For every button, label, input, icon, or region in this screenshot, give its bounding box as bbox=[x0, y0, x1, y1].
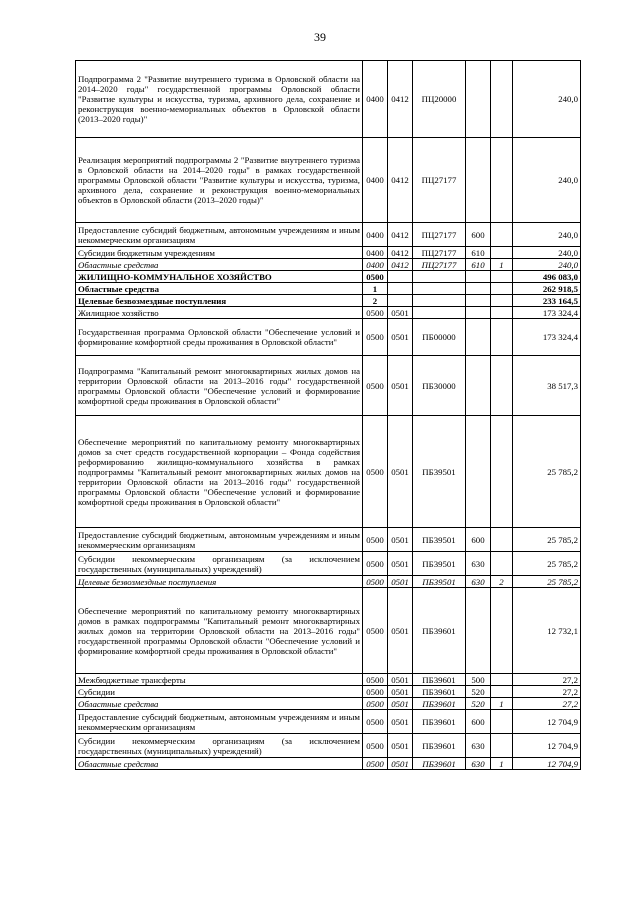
row-source-cell bbox=[491, 138, 513, 223]
row-source-cell bbox=[491, 356, 513, 416]
row-expense-type-cell: 600 bbox=[466, 710, 491, 734]
row-code-cell: 0400 bbox=[363, 223, 388, 247]
row-section-cell: 0501 bbox=[388, 576, 413, 588]
row-source-cell: 2 bbox=[491, 576, 513, 588]
table-row bbox=[76, 307, 581, 319]
row-article-cell: ПБ39501 bbox=[413, 416, 466, 528]
row-amount-cell: 173 324,4 bbox=[513, 307, 581, 319]
table-row bbox=[76, 247, 581, 259]
row-section-cell: 0501 bbox=[388, 758, 413, 770]
row-expense-type-cell: 600 bbox=[466, 528, 491, 552]
table-row bbox=[76, 698, 581, 710]
row-expense-type-cell bbox=[466, 271, 491, 283]
row-name-cell: Подпрограмма 2 "Развитие внутреннего туризма в Орловской области на 2014–2020 годы" государственной программы Орловской области "Развитие культуры и искусства, туризма, архивного дела, сохранение и реконструкция военно-мемориальных объектов в Орловской области (2013–2020 годы)" bbox=[76, 61, 363, 138]
row-name-cell: Государственная программа Орловской области "Обеспечение условий и формирование комфортной среды проживания в Орловской области" bbox=[76, 319, 363, 356]
row-section-cell bbox=[388, 283, 413, 295]
row-amount-cell: 262 918,5 bbox=[513, 283, 581, 295]
row-article-cell bbox=[413, 307, 466, 319]
row-source-cell bbox=[491, 710, 513, 734]
row-code-cell: 0400 bbox=[363, 138, 388, 223]
row-article-cell: ПБ39601 bbox=[413, 588, 466, 674]
table-row bbox=[76, 686, 581, 698]
row-source-cell bbox=[491, 416, 513, 528]
row-expense-type-cell: 610 bbox=[466, 259, 491, 271]
row-article-cell: ПБ39601 bbox=[413, 710, 466, 734]
table-row bbox=[76, 758, 581, 770]
row-code-cell: 0500 bbox=[363, 319, 388, 356]
row-source-cell: 1 bbox=[491, 698, 513, 710]
row-code-cell: 0400 bbox=[363, 61, 388, 138]
row-amount-cell: 12 732,1 bbox=[513, 588, 581, 674]
row-amount-cell: 240,0 bbox=[513, 259, 581, 271]
row-article-cell: ПБ00000 bbox=[413, 319, 466, 356]
table-row bbox=[76, 295, 581, 307]
row-name-cell: Субсидии бюджетным учреждениям bbox=[76, 247, 363, 259]
row-name-cell: Субсидии bbox=[76, 686, 363, 698]
row-section-cell: 0501 bbox=[388, 698, 413, 710]
row-section-cell: 0501 bbox=[388, 588, 413, 674]
table-row bbox=[76, 223, 581, 247]
row-source-cell bbox=[491, 686, 513, 698]
row-expense-type-cell: 630 bbox=[466, 758, 491, 770]
row-source-cell bbox=[491, 734, 513, 758]
row-section-cell: 0501 bbox=[388, 710, 413, 734]
row-section-cell: 0501 bbox=[388, 307, 413, 319]
row-section-cell: 0412 bbox=[388, 259, 413, 271]
row-source-cell: 1 bbox=[491, 758, 513, 770]
row-name-cell: Подпрограмма "Капитальный ремонт многоквартирных жилых домов на территории Орловской области на 2013–2016 годы" государственной программы Орловской области "Обеспечение условий и формирование комфортной среды проживания в Орловской области" bbox=[76, 356, 363, 416]
row-article-cell: ПБ39601 bbox=[413, 686, 466, 698]
table-row bbox=[76, 710, 581, 734]
row-expense-type-cell bbox=[466, 138, 491, 223]
row-code-cell: 0500 bbox=[363, 710, 388, 734]
row-section-cell bbox=[388, 271, 413, 283]
row-article-cell: ПБ30000 bbox=[413, 356, 466, 416]
row-expense-type-cell: 630 bbox=[466, 552, 491, 576]
row-article-cell: ПБ39501 bbox=[413, 576, 466, 588]
row-expense-type-cell: 630 bbox=[466, 734, 491, 758]
row-section-cell: 0501 bbox=[388, 734, 413, 758]
row-article-cell: ПБ39601 bbox=[413, 734, 466, 758]
row-expense-type-cell bbox=[466, 356, 491, 416]
row-name-cell: Предоставление субсидий бюджетным, автономным учреждениям и иным некоммерческим организациям bbox=[76, 528, 363, 552]
row-section-cell bbox=[388, 295, 413, 307]
row-name-cell: Реализация мероприятий подпрограммы 2 "Развитие внутреннего туризма в Орловской области на 2014–2020 годы" в рамках государственной программы Орловской области "Развитие культуры и искусства, туризма, архивного дела, сохранение и реконструкция военно-мемориальных объектов в Орловской области (2013–2020 годы)" bbox=[76, 138, 363, 223]
row-name-cell: Субсидии некоммерческим организациям (за исключением государственных (муниципальных) учреждений) bbox=[76, 734, 363, 758]
row-article-cell: ПЦ27177 bbox=[413, 247, 466, 259]
row-source-cell bbox=[491, 271, 513, 283]
row-expense-type-cell bbox=[466, 295, 491, 307]
table-row bbox=[76, 552, 581, 576]
row-amount-cell: 240,0 bbox=[513, 138, 581, 223]
row-source-cell bbox=[491, 247, 513, 259]
row-source-cell bbox=[491, 283, 513, 295]
row-expense-type-cell bbox=[466, 319, 491, 356]
row-code-cell: 0500 bbox=[363, 674, 388, 686]
row-article-cell: ПБ39501 bbox=[413, 552, 466, 576]
row-amount-cell: 25 785,2 bbox=[513, 576, 581, 588]
row-amount-cell: 12 704,9 bbox=[513, 710, 581, 734]
row-code-cell: 0500 bbox=[363, 416, 388, 528]
row-expense-type-cell: 500 bbox=[466, 674, 491, 686]
row-source-cell bbox=[491, 588, 513, 674]
row-expense-type-cell: 610 bbox=[466, 247, 491, 259]
row-code-cell: 0400 bbox=[363, 259, 388, 271]
row-article-cell: ПЦ27177 bbox=[413, 259, 466, 271]
row-article-cell: ПЦ27177 bbox=[413, 138, 466, 223]
row-code-cell: 2 bbox=[363, 295, 388, 307]
table-row bbox=[76, 283, 581, 295]
row-name-cell: Обеспечение мероприятий по капитальному ремонту многоквартирных домов за счет средств государственной корпорации – Фонда содействия реформированию жилищно-коммунального хозяйства в рамках подпрограммы "Капитальный ремонт многоквартирных жилых домов на территории Орловской области на 2013–2016 годы" государственной программы Орловской области "Обеспечение условий и формирование комфортной среды проживания в Орловской области" bbox=[76, 416, 363, 528]
row-amount-cell: 12 704,9 bbox=[513, 734, 581, 758]
row-code-cell: 0500 bbox=[363, 307, 388, 319]
row-amount-cell: 233 164,5 bbox=[513, 295, 581, 307]
table-row bbox=[76, 674, 581, 686]
row-amount-cell: 27,2 bbox=[513, 686, 581, 698]
row-expense-type-cell: 600 bbox=[466, 223, 491, 247]
table-row bbox=[76, 734, 581, 758]
row-article-cell bbox=[413, 271, 466, 283]
row-expense-type-cell: 630 bbox=[466, 576, 491, 588]
row-section-cell: 0501 bbox=[388, 674, 413, 686]
table-row bbox=[76, 319, 581, 356]
row-name-cell: Целевые безвозмездные поступления bbox=[76, 576, 363, 588]
row-expense-type-cell bbox=[466, 588, 491, 674]
row-amount-cell: 25 785,2 bbox=[513, 416, 581, 528]
row-expense-type-cell bbox=[466, 416, 491, 528]
table-row bbox=[76, 61, 581, 138]
row-code-cell: 0500 bbox=[363, 356, 388, 416]
row-section-cell: 0501 bbox=[388, 686, 413, 698]
row-source-cell bbox=[491, 223, 513, 247]
table-row bbox=[76, 416, 581, 528]
row-expense-type-cell: 520 bbox=[466, 686, 491, 698]
row-article-cell bbox=[413, 295, 466, 307]
row-source-cell bbox=[491, 61, 513, 138]
row-name-cell: ЖИЛИЩНО-КОММУНАЛЬНОЕ ХОЗЯЙСТВО bbox=[76, 271, 363, 283]
row-code-cell: 0500 bbox=[363, 588, 388, 674]
row-amount-cell: 27,2 bbox=[513, 674, 581, 686]
row-article-cell: ПБ39501 bbox=[413, 528, 466, 552]
row-amount-cell: 240,0 bbox=[513, 223, 581, 247]
row-name-cell: Предоставление субсидий бюджетным, автономным учреждениям и иным некоммерческим организациям bbox=[76, 710, 363, 734]
row-article-cell bbox=[413, 283, 466, 295]
table-row bbox=[76, 259, 581, 271]
row-source-cell: 1 bbox=[491, 259, 513, 271]
budget-table-body bbox=[76, 61, 581, 770]
row-source-cell bbox=[491, 552, 513, 576]
row-code-cell: 0500 bbox=[363, 271, 388, 283]
row-code-cell: 0500 bbox=[363, 758, 388, 770]
row-expense-type-cell bbox=[466, 283, 491, 295]
row-name-cell: Областные средства bbox=[76, 698, 363, 710]
row-code-cell: 0500 bbox=[363, 698, 388, 710]
row-section-cell: 0501 bbox=[388, 416, 413, 528]
row-name-cell: Субсидии некоммерческим организациям (за исключением государственных (муниципальных) учреждений) bbox=[76, 552, 363, 576]
row-article-cell: ПБ39601 bbox=[413, 758, 466, 770]
budget-table bbox=[75, 60, 581, 770]
table-row bbox=[76, 356, 581, 416]
row-amount-cell: 38 517,3 bbox=[513, 356, 581, 416]
row-name-cell: Обеспечение мероприятий по капитальному ремонту многоквартирных домов в рамках подпрограммы "Капитальный ремонт многоквартирных жилых домов на территории Орловской области на 2013–2016 годы" государственной программы Орловской области "Обеспечение условий и формирование комфортной среды проживания в Орловской области" bbox=[76, 588, 363, 674]
row-code-cell: 0500 bbox=[363, 552, 388, 576]
row-section-cell: 0412 bbox=[388, 223, 413, 247]
row-section-cell: 0501 bbox=[388, 552, 413, 576]
row-code-cell: 0500 bbox=[363, 686, 388, 698]
row-article-cell: ПБ39601 bbox=[413, 698, 466, 710]
row-amount-cell: 12 704,9 bbox=[513, 758, 581, 770]
row-code-cell: 0400 bbox=[363, 247, 388, 259]
row-section-cell: 0412 bbox=[388, 61, 413, 138]
row-name-cell: Областные средства bbox=[76, 283, 363, 295]
row-amount-cell: 240,0 bbox=[513, 247, 581, 259]
row-name-cell: Межбюджетные трансферты bbox=[76, 674, 363, 686]
row-source-cell bbox=[491, 295, 513, 307]
table-row bbox=[76, 271, 581, 283]
row-section-cell: 0501 bbox=[388, 356, 413, 416]
table-row bbox=[76, 528, 581, 552]
row-source-cell bbox=[491, 528, 513, 552]
row-expense-type-cell: 520 bbox=[466, 698, 491, 710]
row-amount-cell: 25 785,2 bbox=[513, 552, 581, 576]
row-amount-cell: 173 324,4 bbox=[513, 319, 581, 356]
table-row bbox=[76, 576, 581, 588]
row-name-cell: Целевые безвозмездные поступления bbox=[76, 295, 363, 307]
row-article-cell: ПЦ27177 bbox=[413, 223, 466, 247]
row-name-cell: Областные средства bbox=[76, 259, 363, 271]
row-expense-type-cell bbox=[466, 61, 491, 138]
row-source-cell bbox=[491, 307, 513, 319]
row-code-cell: 0500 bbox=[363, 528, 388, 552]
row-name-cell: Областные средства bbox=[76, 758, 363, 770]
row-source-cell bbox=[491, 319, 513, 356]
row-code-cell: 1 bbox=[363, 283, 388, 295]
row-amount-cell: 25 785,2 bbox=[513, 528, 581, 552]
row-code-cell: 0500 bbox=[363, 576, 388, 588]
table-row bbox=[76, 588, 581, 674]
row-code-cell: 0500 bbox=[363, 734, 388, 758]
row-article-cell: ПБ39601 bbox=[413, 674, 466, 686]
row-amount-cell: 27,2 bbox=[513, 698, 581, 710]
page-number: 39 bbox=[314, 30, 326, 44]
row-article-cell: ПЦ20000 bbox=[413, 61, 466, 138]
row-source-cell bbox=[491, 674, 513, 686]
row-amount-cell: 240,0 bbox=[513, 61, 581, 138]
row-name-cell: Предоставление субсидий бюджетным, автономным учреждениям и иным некоммерческим организациям bbox=[76, 223, 363, 247]
row-section-cell: 0412 bbox=[388, 138, 413, 223]
row-expense-type-cell bbox=[466, 307, 491, 319]
row-section-cell: 0501 bbox=[388, 528, 413, 552]
row-name-cell: Жилищное хозяйство bbox=[76, 307, 363, 319]
row-section-cell: 0501 bbox=[388, 319, 413, 356]
row-amount-cell: 496 083,0 bbox=[513, 271, 581, 283]
row-section-cell: 0412 bbox=[388, 247, 413, 259]
table-row bbox=[76, 138, 581, 223]
